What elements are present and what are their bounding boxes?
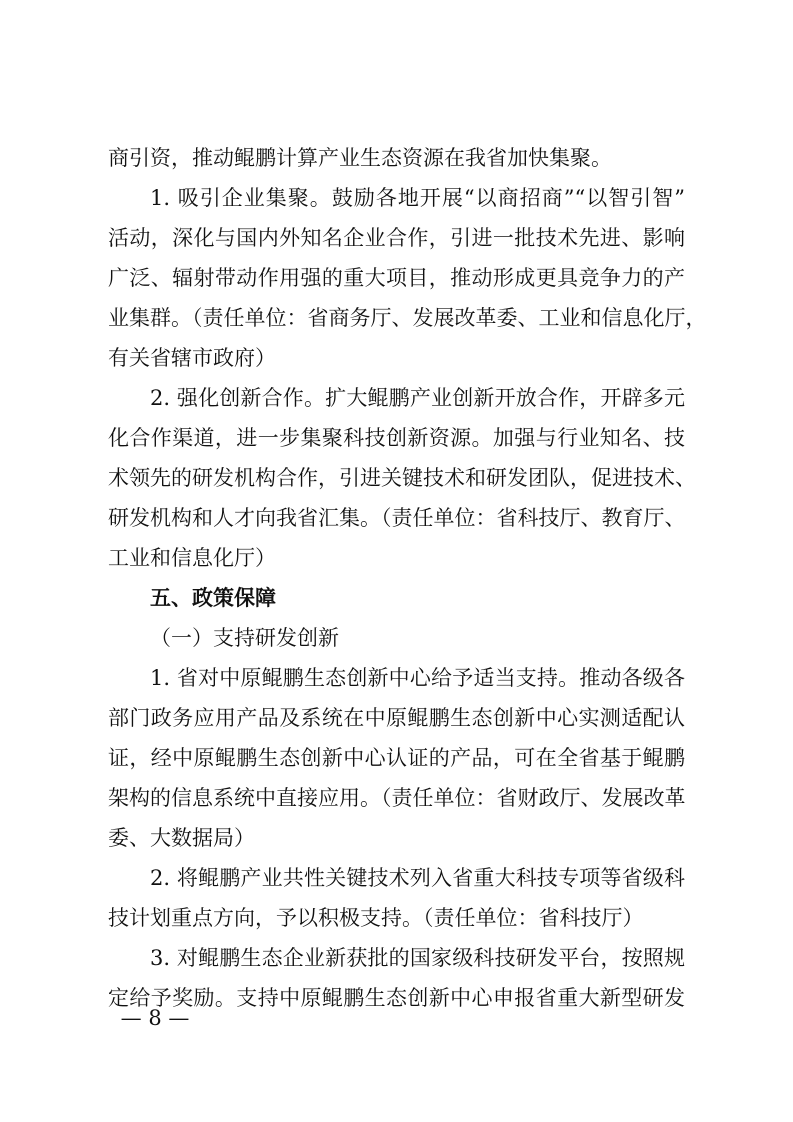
paragraph-line: 证，经中原鲲鹏生态创新中心认证的产品，可在全省基于鲲鹏: [108, 746, 685, 770]
paragraph-line: 2. 强化创新合作。扩大鲲鹏产业创新开放合作，开辟多元: [150, 386, 685, 410]
paragraph-line: 化合作渠道，进一步集聚科技创新资源。加强与行业知名、技: [108, 426, 685, 450]
paragraph-line: 工业和信息化厅）: [108, 546, 276, 570]
paragraph-line: 定给予奖励。支持中原鲲鹏生态创新中心申报省重大新型研发: [108, 986, 685, 1010]
paragraph-line: 活动，深化与国内外知名企业合作，引进一批技术先进、影响: [108, 226, 685, 250]
paragraph-line: 业集群。（责任单位：省商务厅、发展改革委、工业和信息化厅，: [108, 306, 707, 330]
paragraph-line: 术领先的研发机构合作，引进关键技术和研发团队，促进技术、: [108, 466, 696, 490]
paragraph-line: 1. 省对中原鲲鹏生态创新中心给予适当支持。推动各级各: [150, 666, 685, 690]
paragraph-line: 架构的信息系统中直接应用。（责任单位：省财政厅、发展改革: [108, 786, 686, 810]
paragraph-line: 1. 吸引企业集聚。鼓励各地开展“以商招商”“以智引智”: [150, 186, 685, 210]
paragraph-line: 委、大数据局）: [108, 826, 255, 850]
section-heading: 五、政策保障: [150, 586, 276, 610]
paragraph-line: 部门政务应用产品及系统在中原鲲鹏生态创新中心实测适配认: [108, 706, 685, 730]
page-number: — 8 —: [120, 1006, 190, 1030]
paragraph-line: 有关省辖市政府）: [108, 346, 276, 370]
paragraph-line: 研发机构和人才向我省汇集。（责任单位：省科技厅、教育厅、: [108, 506, 686, 530]
paragraph-line: 技计划重点方向，予以积极支持。（责任单位：省科技厅）: [108, 906, 644, 930]
paragraph-line: 广泛、辐射带动作用强的重大项目，推动形成更具竞争力的产: [108, 266, 685, 290]
subsection-heading: （一）支持研发创新: [150, 626, 339, 650]
paragraph-line: 2. 将鲲鹏产业共性关键技术列入省重大科技专项等省级科: [150, 866, 685, 890]
paragraph-line: 3. 对鲲鹏生态企业新获批的国家级科技研发平台，按照规: [150, 946, 685, 970]
paragraph-line: 商引资，推动鲲鹏计算产业生态资源在我省加快集聚。: [108, 146, 612, 170]
